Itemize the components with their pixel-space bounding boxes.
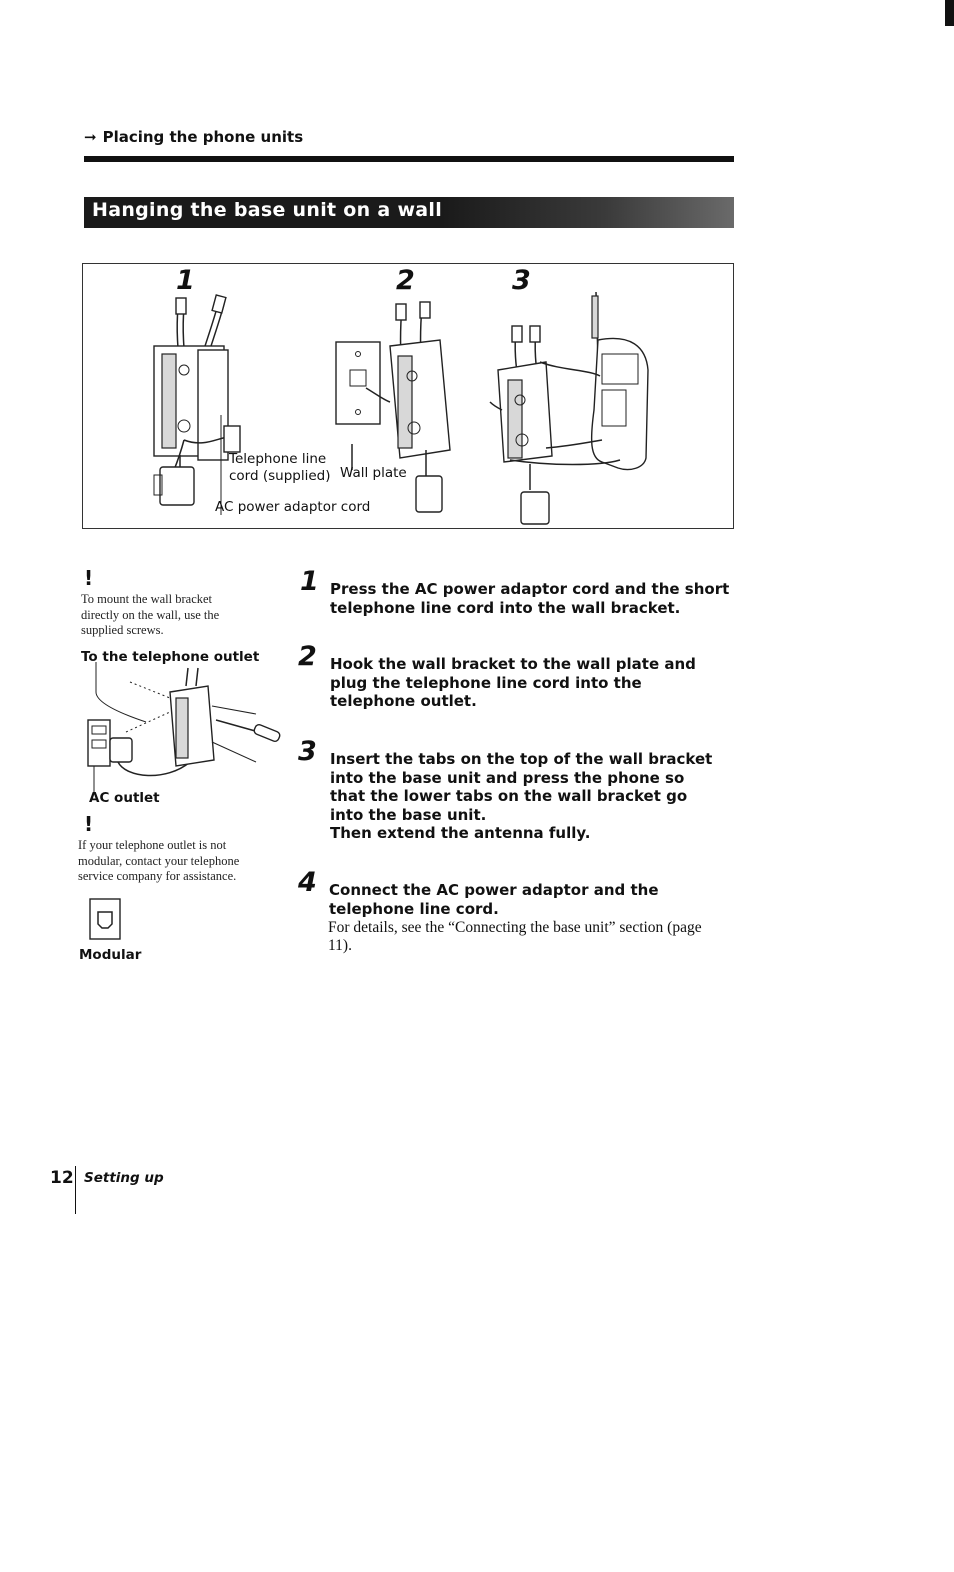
label-telephone-line-cord: Telephone line cord (supplied) <box>229 451 331 484</box>
note-mark-2: ! <box>84 812 94 836</box>
label-ac-power-adaptor-cord: AC power adaptor cord <box>215 499 371 515</box>
note-mark-1: ! <box>84 566 94 590</box>
page-corner-mark <box>945 0 954 26</box>
ac-adaptor-icon-2 <box>410 470 450 520</box>
modular-jack-icon <box>89 898 123 942</box>
note-non-modular-outlet: If your telephone outlet is not modular, contact your telephone service company for assistance. <box>78 838 240 883</box>
ac-adaptor-icon-3 <box>515 490 555 525</box>
ac-adaptor-icon <box>150 455 200 515</box>
step-number-2: 2 <box>298 641 317 672</box>
step-text-3: Insert the tabs on the top of the wall bracket into the base unit and press the phone so that the lower tabs on the wall bracket go into the base unit. <box>330 750 713 824</box>
figure-step-number-1: 1 <box>176 265 195 296</box>
figure-step-number-3: 3 <box>512 265 531 296</box>
section-heading <box>84 128 303 146</box>
footer-section-name: Setting up <box>84 1170 164 1186</box>
footer-separator <box>75 1166 76 1214</box>
step-text-3-antenna: Then extend the antenna fully. <box>330 824 591 842</box>
step-number-4: 4 <box>298 867 317 898</box>
page-number: 12 <box>50 1168 74 1188</box>
step-text-1: Press the AC power adaptor cord and the short telephone line cord into the wall bracket. <box>330 580 730 617</box>
heading-rule <box>84 156 734 162</box>
note-mounting-screws: To mount the wall bracket directly on the wall, use the supplied screws. <box>81 592 220 637</box>
section-heading-text: Placing the phone units <box>102 128 304 146</box>
label-wall-plate: Wall plate <box>340 465 407 481</box>
outlet-mounting-illustration <box>86 662 286 794</box>
label-ac-outlet: AC outlet <box>89 790 160 806</box>
figure-step-number-2: 2 <box>396 265 415 296</box>
step-text-4: Connect the AC power adaptor and the telephone line cord. <box>329 881 659 918</box>
page-title: Hanging the base unit on a wall <box>92 199 443 221</box>
arrow-right-icon: ➞ <box>84 128 97 146</box>
step-number-1: 1 <box>300 566 319 597</box>
step-text-2: Hook the wall bracket to the wall plate and plug the telephone line cord into the telephone outlet. <box>330 655 696 710</box>
label-modular: Modular <box>79 947 142 963</box>
base-unit-illustration <box>480 290 660 520</box>
step-detail-4: For details, see the “Connecting the base unit” section (page 11). <box>328 919 702 954</box>
label-telephone-outlet: To the telephone outlet <box>81 649 260 665</box>
step-number-3: 3 <box>298 736 317 767</box>
page-title-bar <box>84 197 734 228</box>
